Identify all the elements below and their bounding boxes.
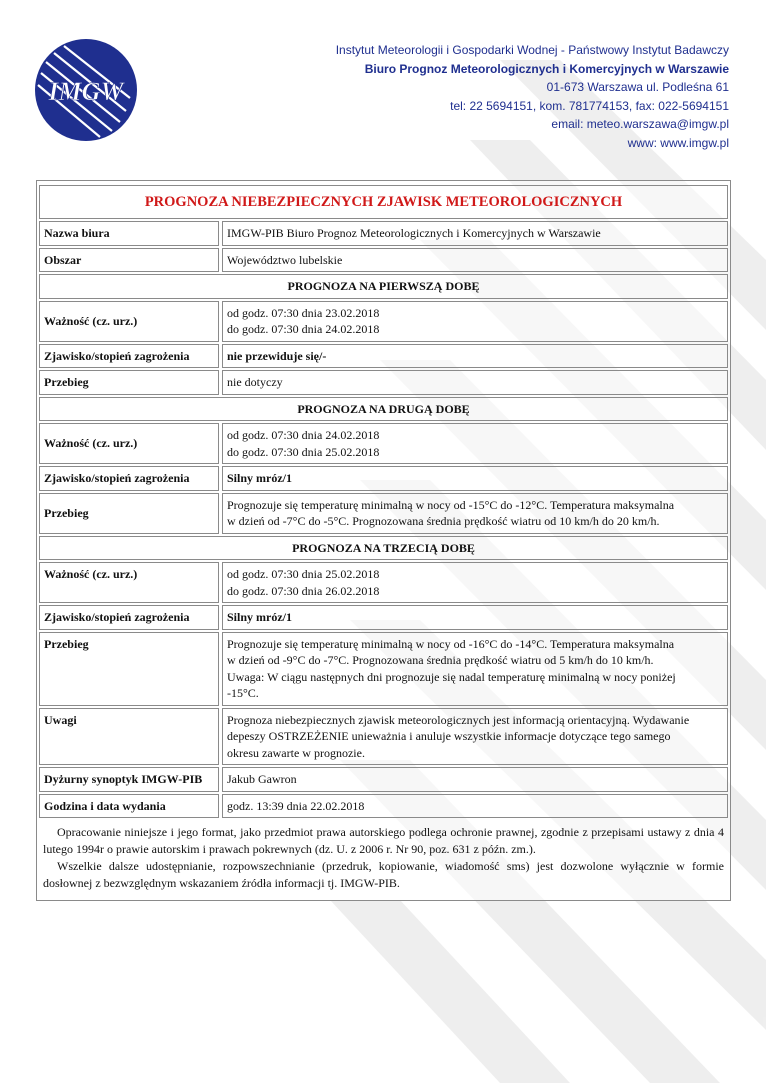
- day2-phenomenon-label: Zjawisko/stopień zagrożenia: [39, 466, 219, 491]
- day1-validity-label: Ważność (cz. urz.): [39, 301, 219, 342]
- day3-phenomenon-label: Zjawisko/stopień zagrożenia: [39, 605, 219, 630]
- institute-name: Instytut Meteorologii i Gospodarki Wodnej - Państwowy Instytut Badawczy: [335, 43, 729, 57]
- email: email: meteo.warszawa@imgw.pl: [551, 117, 729, 131]
- issued-label: Godzina i data wydania: [39, 794, 219, 819]
- day3-course-label: Przebieg: [39, 632, 219, 706]
- day3-course-line: -15°C.: [227, 686, 259, 700]
- issued-value: godz. 13:39 dnia 22.02.2018: [222, 794, 728, 819]
- day3-course-line: Prognozuje się temperaturę minimalną w nocy od -16°C do -14°C. Temperatura maksymalna: [227, 636, 675, 651]
- day2-validity-to: do godz. 07:30 dnia 25.02.2018: [227, 444, 380, 459]
- office-name: Biuro Prognoz Meteorologicznych i Komercyjnych w Warszawie: [364, 61, 729, 76]
- synoptic-label: Dyżurny synoptyk IMGW-PIB: [39, 767, 219, 792]
- notes-label: Uwagi: [39, 708, 219, 766]
- day2-heading: PROGNOZA NA DRUGĄ DOBĘ: [39, 397, 728, 422]
- day3-course-value: [222, 632, 728, 706]
- title-row: [39, 185, 728, 219]
- phone: tel: 22 5694151, kom. 781774153, fax: 022-5694151: [450, 98, 729, 113]
- notes-line: Prognoza niebezpiecznych zjawisk meteorologicznych jest informacją orientacyjną. Wydawanie: [227, 712, 690, 727]
- day2-heading-row: [39, 397, 728, 422]
- day2-validity-label: Ważność (cz. urz.): [39, 423, 219, 464]
- day3-validity-label: Ważność (cz. urz.): [39, 562, 219, 603]
- synoptic-row: [39, 767, 728, 792]
- day2-validity-from: od godz. 07:30 dnia 24.02.2018: [227, 428, 380, 442]
- day1-phenomenon-label: Zjawisko/stopień zagrożenia: [39, 344, 219, 369]
- day3-validity-from: od godz. 07:30 dnia 25.02.2018: [227, 567, 380, 581]
- day1-validity-to: do godz. 07:30 dnia 24.02.2018: [227, 322, 380, 336]
- issued-row: [39, 794, 728, 819]
- day1-validity-from: od godz. 07:30 dnia 23.02.2018: [227, 305, 380, 320]
- day3-heading: PROGNOZA NA TRZECIĄ DOBĘ: [39, 536, 728, 561]
- copyright-footer: [39, 820, 728, 896]
- day3-validity-to: do godz. 07:30 dnia 26.02.2018: [227, 583, 380, 598]
- office-row: [39, 221, 728, 246]
- day2-course-line: Prognozuje się temperaturę minimalną w nocy od -15°C do -12°C. Temperatura maksymalna: [227, 497, 675, 512]
- day1-validity-row: [39, 301, 728, 342]
- notes-value: [222, 708, 728, 766]
- day1-course-row: [39, 370, 728, 395]
- day1-validity-value: [222, 301, 728, 342]
- forecast-sheet: [36, 180, 731, 901]
- day3-heading-row: [39, 536, 728, 561]
- day1-heading: PROGNOZA NA PIERWSZĄ DOBĘ: [39, 274, 728, 299]
- day2-course-line: w dzień od -7°C do -5°C. Prognozowana średnia prędkość wiatru od 10 km/h do 20 km/h.: [227, 514, 660, 528]
- notes-line: depeszy OSTRZEŻENIE unieważnia i anuluje wszystkie informacje dotyczące tego samego: [227, 729, 671, 743]
- day2-course-label: Przebieg: [39, 493, 219, 534]
- synoptic-value: Jakub Gawron: [222, 767, 728, 792]
- day2-phenomenon-value: Silny mróz/1: [222, 466, 728, 491]
- address: 01-673 Warszawa ul. Podleśna 61: [546, 80, 729, 94]
- office-value: IMGW-PIB Biuro Prognoz Meteorologicznych i Komercyjnych w Warszawie: [222, 221, 728, 246]
- footer-row: [39, 820, 728, 896]
- day1-phenomenon-row: [39, 344, 728, 369]
- area-value: Województwo lubelskie: [222, 248, 728, 273]
- notes-line: okresu zawarte w prognozie.: [227, 745, 365, 760]
- day1-course-value: nie dotyczy: [222, 370, 728, 395]
- area-row: [39, 248, 728, 273]
- logo-text: IMGW: [48, 77, 124, 106]
- day3-phenomenon-row: [39, 605, 728, 630]
- area-label: Obszar: [39, 248, 219, 273]
- day2-phenomenon-row: [39, 466, 728, 491]
- document-title: PROGNOZA NIEBEZPIECZNYCH ZJAWISK METEOROLOGICZNYCH: [39, 185, 728, 219]
- office-label: Nazwa biura: [39, 221, 219, 246]
- institute-header: [336, 41, 729, 152]
- day2-validity-value: [222, 423, 728, 464]
- day3-course-line: Uwaga: W ciągu następnych dni prognozuje się nadal temperaturę minimalną w nocy poniżej: [227, 669, 676, 684]
- day3-phenomenon-value: Silny mróz/1: [222, 605, 728, 630]
- day1-phenomenon-value: nie przewiduje się/-: [222, 344, 728, 369]
- distribution-paragraph: Wszelkie dalsze udostępnianie, rozpowszechnianie (przedruk, kopiowanie, wiadomość sms) jest dozwolone wyłącznie w formie dosłownej z bezwzględnym wskazaniem źródła informacji tj. IMGW-PIB.: [43, 859, 724, 890]
- day2-validity-row: [39, 423, 728, 464]
- day2-course-row: [39, 493, 728, 534]
- copyright-paragraph: Opracowanie niniejsze i jego format, jako przedmiot prawa autorskiego podlega ochronie prawnej, zgodnie z przepisami ustawy z dnia 4 lutego 1994r o prawie autorskim i prawach pokrewnych (dz. U. z 2006 r. Nr 90, poz. 631 z późn. zm.).: [43, 825, 724, 856]
- day3-validity-row: [39, 562, 728, 603]
- imgw-logo: [34, 38, 138, 142]
- forecast-table: [39, 183, 728, 898]
- day3-validity-value: [222, 562, 728, 603]
- day1-heading-row: [39, 274, 728, 299]
- notes-row: [39, 708, 728, 766]
- website: www: www.imgw.pl: [627, 135, 729, 150]
- day3-course-line: w dzień od -9°C do -7°C. Prognozowana średnia prędkość wiatru od 5 km/h do 10 km/h.: [227, 653, 654, 667]
- day1-course-label: Przebieg: [39, 370, 219, 395]
- day3-course-row: [39, 632, 728, 706]
- day2-course-value: [222, 493, 728, 534]
